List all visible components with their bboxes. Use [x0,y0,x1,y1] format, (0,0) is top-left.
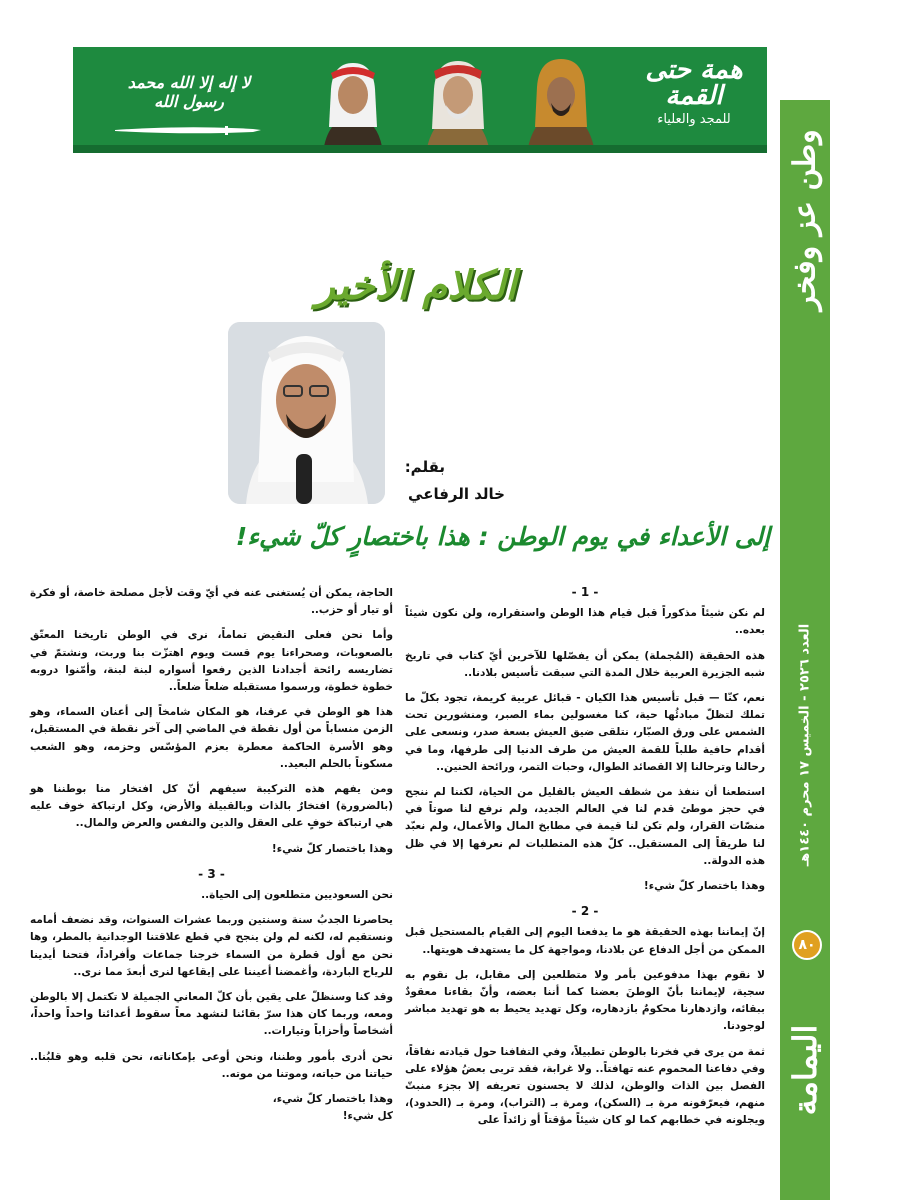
paragraph: نحن السعوديين متطلعون إلى الحياة.. [201,889,393,902]
section-title-vertical [780,100,830,340]
leader-portrait-2 [418,57,498,153]
paragraph: هذا هو الوطن في عرفنا، هو المكان شامخاً إلى أعنان السماء، وهو الزمن منساباً من أول نقطة في الماضي إلى آخر نقطة في المستقبل، وهو الأسرة الحاكمة معطرة بعزم المؤسّس وحزمه، وهو الشعب مسكوناً بالحلم البعيد.. [30,706,393,770]
issue-info-text: العدد ٢٥٢٦ - الخميس ١٧ محرم ١٤٤٠هـ [797,623,813,867]
paragraph: ومن يفهم هذه التركيبة سيفهم أنّ كل افتخار منا بوطننا هو (بالضرورة) افتخارٌ بالذات وبالقبيلة والأرض، وكل ارتباكة خوف عليه هي ارتباكة خوفٍ على العقل والدين والنفس والعرض والمال.. [30,783,393,830]
paragraph: لم نكن شيئاً مذكوراً قبل قيام هذا الوطن واستقراره، ولن نكون شيئاً بعده.. [405,607,765,637]
paragraph: وهذا باختصار كلّ شيء! [271,842,393,855]
article-column-right [405,580,765,1138]
page-number: ٨٠ [792,930,822,960]
paragraph: يحاصرنا الجدبُ سنة وسنتين وربما عشرات السنوات، وقد نضعف أمامه ونستقيم له، لكنه لم ولن ينجح في قطع علاقتنا الوجدانية بالمطر، وها نحن مع أول قطرة من السماء خرجنا جماعات وأفراداً، فتحنا أيدينا للرياح الباردة، وأغمضنا أعيننا على إيقاعها لنرى أبعدَ مما نرى.. [30,914,393,978]
paragraph: إنّ إيماننا بهذه الحقيقة هو ما يدفعنا اليوم إلى القيام بالمستحيل قبل الممكن من أجل الدفاع عن بلادنا، ومواجهة كل ما يستهدف هويتها.. [405,926,765,956]
slogan [639,57,749,127]
paragraph: استطعنا أن ننفذ من شظف العيش بالقليل من الحياة، لكننا لم ننجح في حجز موطئ قدم لنا في العالم الجديد، ولم نرفع لنا صوتاً في منصّات القرار، ولم تكن لنا قيمة في مطابخ المال والأعمال، ولم نعبّد لنا طريقاً إلى المستقبل.. كلّ هذه المتطلبات لم نعرفها إلا في ظل هذه الدولة.. [405,786,765,867]
sword-icon [113,123,263,137]
section-title-text: وطن عز وفخر [787,129,823,311]
section-number: - 2 - [571,904,599,919]
magazine-name-vertical [780,970,830,1170]
section-number: - 3 - [198,866,225,881]
slogan-main: همة حتى القمة [645,55,743,111]
paragraph: كل شيء! [342,1110,393,1123]
section-number: - 1 - [571,585,599,599]
paragraph: ثمة من يرى في فخرنا بالوطن تطبيلاً، وفي التفافنا حول قيادته نفاقاً، وفي دفاعنا المحموم عنه تهافتاً.. ولا غرابة، فقد تربى بعضُ هؤلاء على الفصل بين الذات والوطن، لذلك لا يحسنون تعريفه إلا بجزء منبتّ منهم، فيعرّفونه مرة بـ (السكن)، ومرة بـ (التراب)، ومرة بـ (الحدود)، ويجلونه في خطابهم كما لو كان شيئاً مؤقتاً أو زائداً على [405,1045,765,1127]
slogan-sub: للمجد والعلياء [657,112,731,127]
paragraph: الحاجة، يمكن أن يُستغنى عنه في أيّ وقت لأجل مصلحة خاصة، أو فكرة أو تيار أو حزب.. [30,587,393,617]
shahada-calligraphy: لا إله إلا الله محمد رسول الله [127,73,251,111]
paragraph: وهذا باختصار كلّ شيء، [272,1093,393,1106]
column-title: الكلام الأخير [315,262,517,309]
leader-portrait-3 [521,57,601,153]
article-column-left [30,585,393,1133]
paragraph: نحن أدرى بأمور وطننا، ونحن أوعى بإمكاناته، نحن قلبه وهو قلبُنا.. حياتنا من حياته، وموتنا من موته.. [30,1050,393,1080]
by-label: بقلم: [404,458,445,476]
issue-info-vertical [780,580,830,910]
paragraph: وهذا باختصار كلّ شيء! [643,880,765,893]
paragraph: هذه الحقيقة (المُجملة) يمكن أن يفصّلها للآخرين أيّ كتاب في تاريخ شبه الجزيرة العربية خلال المدة التي سبقت تأسيس بلادنا.. [405,649,765,679]
banner-stripe [73,145,767,153]
article-headline: إلى الأعداء في يوم الوطن : هذا باختصارٍ كلّ شيء! [235,522,770,551]
magazine-name-text: اليمامة [786,1024,824,1116]
leader-portrait-1 [313,57,393,153]
author-name: خالد الرفاعي [408,485,505,503]
author-photo [228,322,385,504]
paragraph: نعم، كنّا — قبل تأسيس هذا الكيان - قبائل عربية كريمة، تجود بكلّ ما تملك لتظلّ مبادئُها حية، كنا مغسولين بماء الصبر، ومنشورين تحت الشمس على ورق الصبّار، نتلقى ضيق العيش بسعة صدر، ونسعى على أقدام حافية طلباً للقمة العيش من طرف الدنيا إلى طرفها، وما في رحالنا وترحالنا إلا القصائد الطوال، وحبات التمر، ورائحة الحنين.. [405,692,765,773]
paragraph: لا نقوم بهذا مدفوعين بأمر ولا متطلعين إلى مقابل، بل نقوم به سجية، لإيماننا بأنّ الوطنَ بعضنا كما أننا بعضه، وأنّ بقاءنا معقودٌ ببقائه، وازدهارنا محكومٌ بازدهاره، وكل تهديد يحيط به هو تهديد مباشر لوجودنا. [405,968,765,1033]
paragraph: وقد كنا وسنظلّ على يقين بأن كلّ المعاني الجميلة لا تكتمل إلا بالوطن ومعه، وربما كان هذا سرّ بقائنا لنشهد معاً سقوط أعدائنا واحداً واحداً، أشخاصاً وأحزاباً وتيارات.. [30,991,393,1038]
author-portrait-icon [228,322,385,504]
header-banner [73,47,767,153]
paragraph: وأما نحن فعلى النقيض تماماً، نرى في الوطن تاريخنا المعتّق بالصعوبات، وصحراءنا يوم قست ويوم اهتزّت بنا وربت، ونشتمّ في تضاريسه رائحة أجدادنا الذين رفعوا أسواره لبنة لبنة، وأمّنوا دروبه خطوة خطوة، ورسموا مستقبله ضلعاً ضلعاً.. [30,629,393,694]
